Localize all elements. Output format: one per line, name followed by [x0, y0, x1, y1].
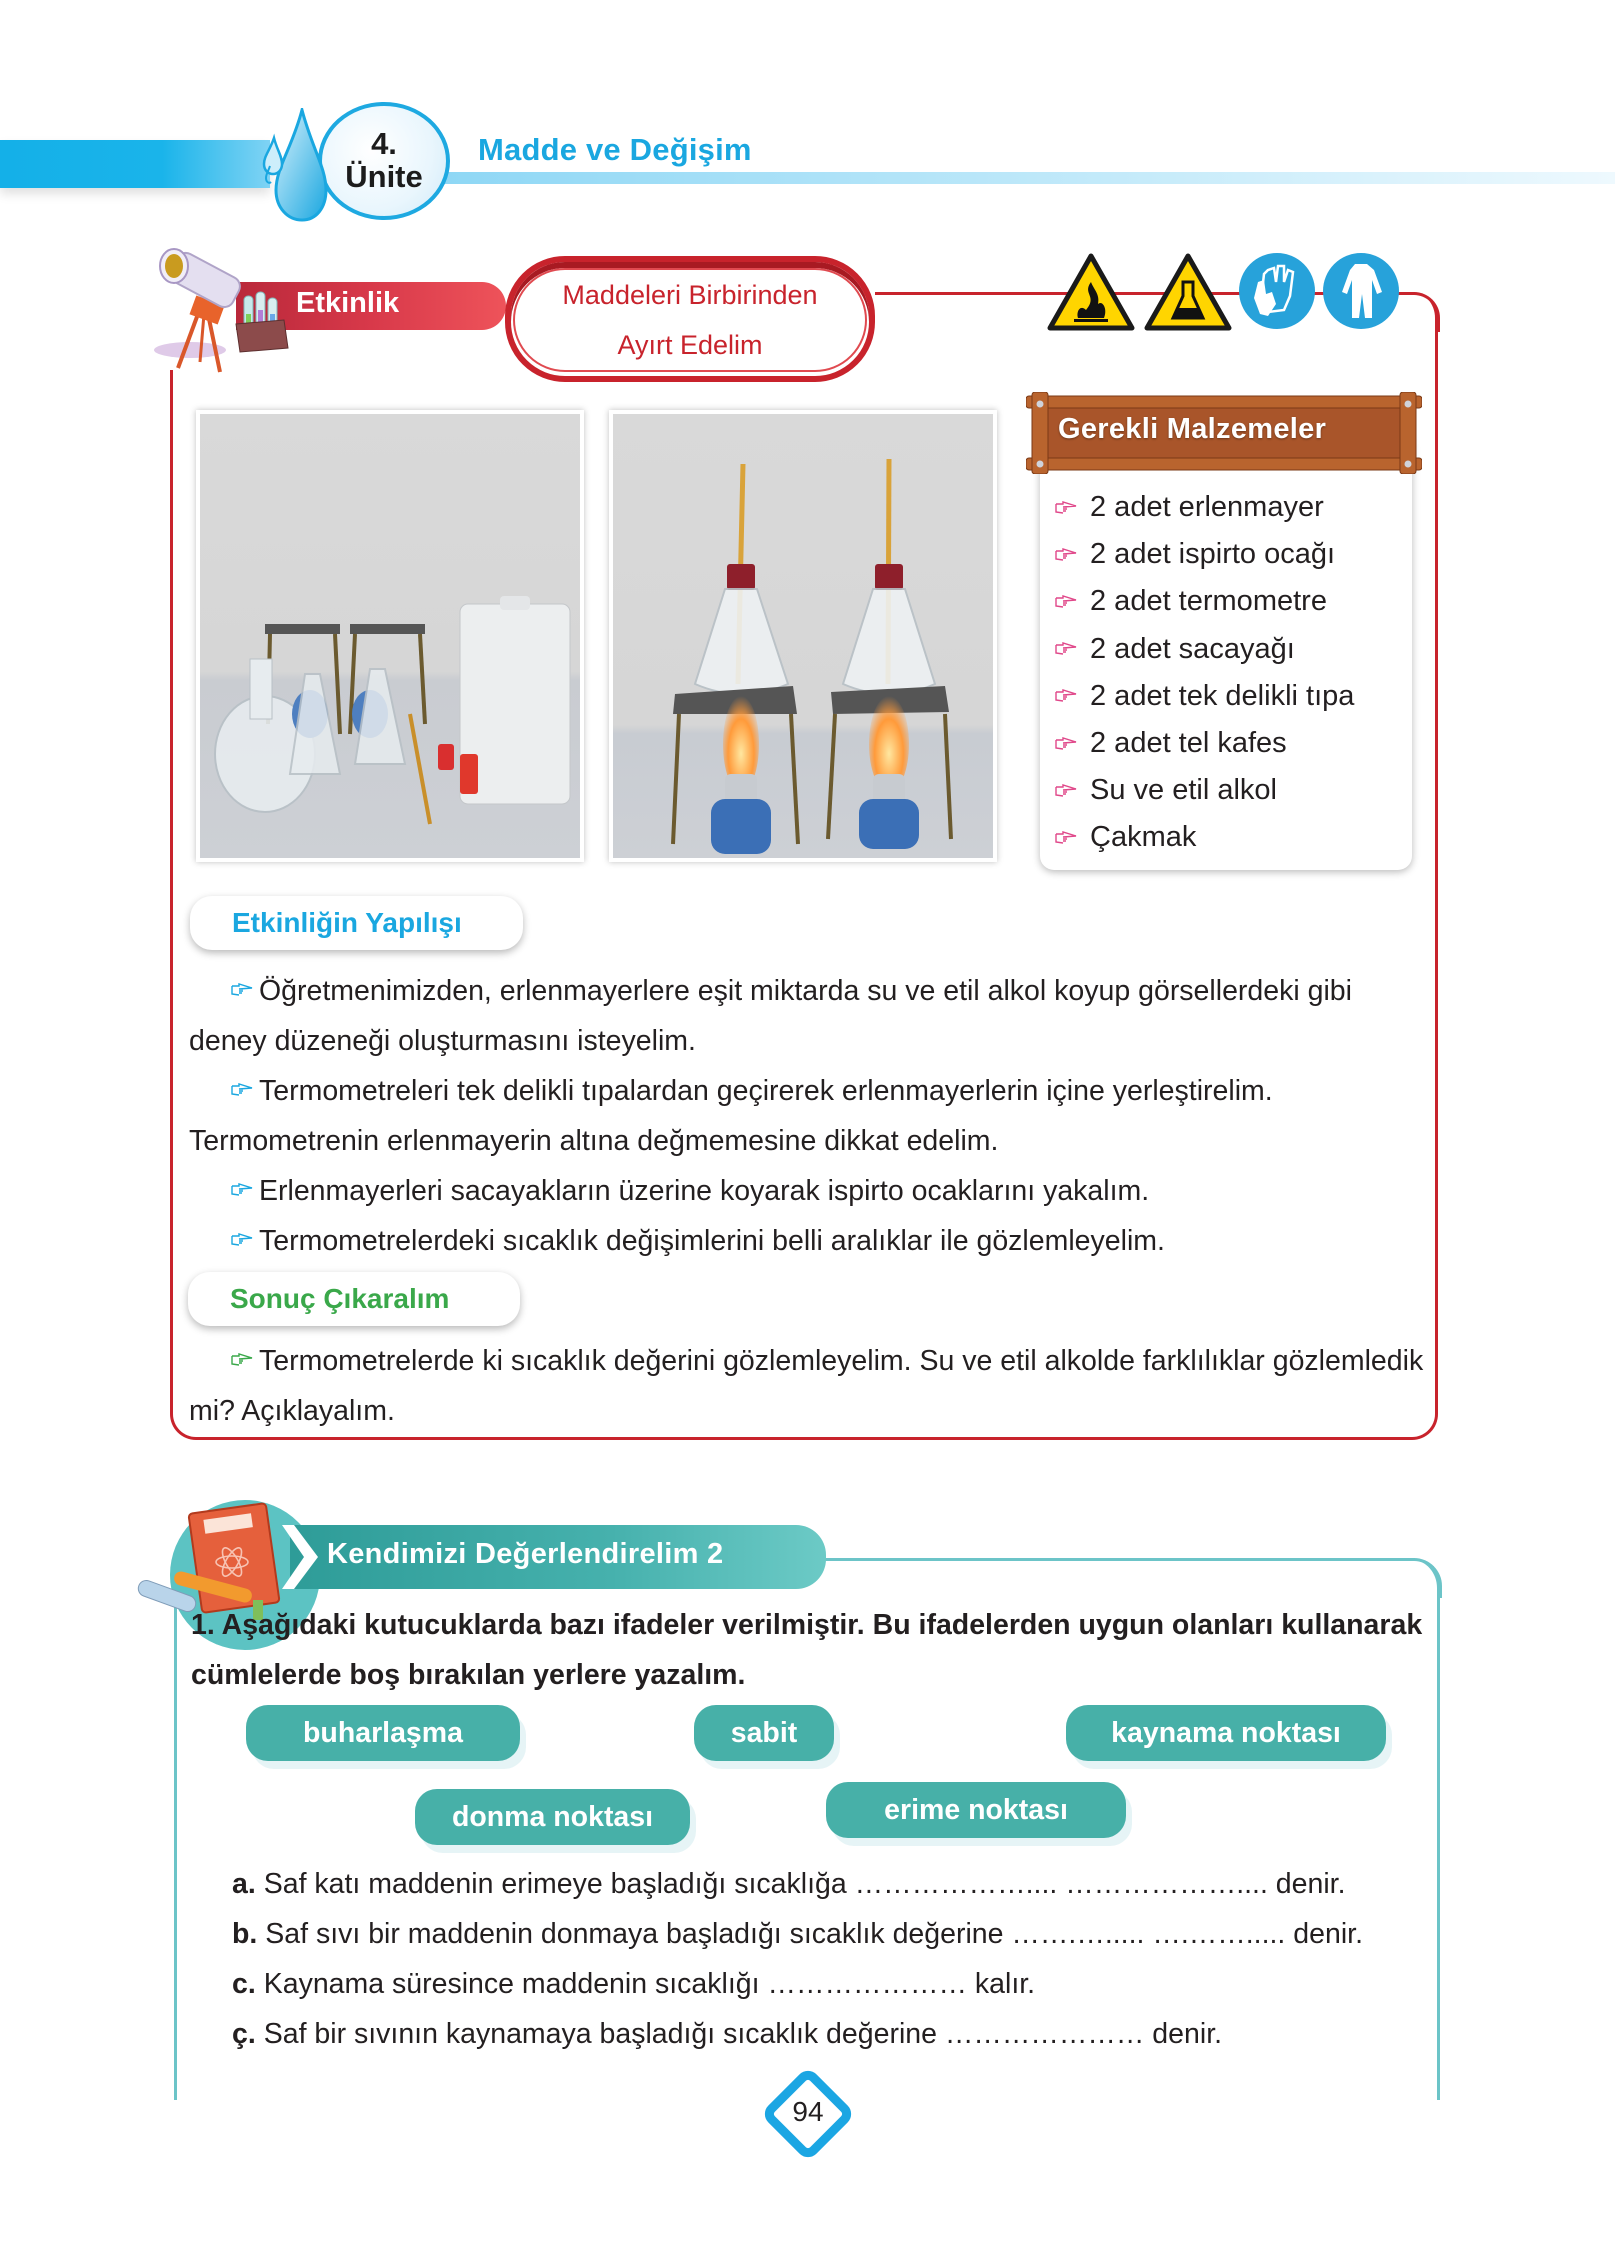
- page-number: 94: [792, 2096, 824, 2127]
- material-item: 2 adet sacayağı: [1055, 626, 1354, 673]
- pointing-hand-icon: [231, 983, 253, 997]
- procedure-step-1: Öğretmenimizden, erlenmayerlere eşit miktarda su ve etil alkol koyup görsellerdeki gibi deney düzeneği oluşturmasını isteyelim.: [189, 975, 1352, 1057]
- unit-label: Ünite: [345, 159, 423, 194]
- answer-chip[interactable]: kaynama noktası: [1066, 1705, 1386, 1761]
- fill-in-sentence-c[interactable]: c. Kaynama süresince maddenin sıcaklığı ………………… kalır.: [232, 1968, 1036, 2000]
- activity-title: [513, 268, 867, 372]
- procedure-step-3: Erlenmayerleri sacayakların üzerine koyarak ispirto ocaklarını yakalım.: [189, 1166, 1425, 1216]
- fill-in-sentence-cedilla[interactable]: ç. Saf bir sıvının kaynamaya başladığı sıcaklık değerine ………………… denir.: [232, 2018, 1223, 2050]
- unit-badge: [318, 102, 450, 220]
- pointing-hand-icon: [1055, 501, 1077, 515]
- pointing-hand-icon: [1055, 689, 1077, 703]
- material-item: 2 adet tel kafes: [1055, 720, 1354, 767]
- material-item: Çakmak: [1055, 814, 1354, 861]
- assessment-frame-corner: [1410, 1558, 1442, 1598]
- unit-number: 4.: [371, 126, 397, 161]
- material-item: 2 adet erlenmayer: [1055, 484, 1354, 531]
- material-item: 2 adet tek delikli tıpa: [1055, 673, 1354, 720]
- pointing-hand-icon: [1055, 784, 1077, 798]
- answer-chip[interactable]: buharlaşma: [246, 1705, 520, 1761]
- pointing-hand-icon: [1055, 548, 1077, 562]
- pointing-hand-icon: [231, 1083, 253, 1097]
- flammable-warning-icon: [1046, 252, 1136, 332]
- materials-list: [1055, 484, 1354, 862]
- conclusion-heading: Sonuç Çıkaralım: [188, 1272, 520, 1326]
- test-tubes-icon: [228, 290, 298, 356]
- materials-photo: [196, 410, 584, 862]
- water-drop-icon: [262, 108, 328, 222]
- conclusion-text: Termometrelerde ki sıcaklık değerini gözlemleyelim. Su ve etil alkolde farklılıklar gözlemledik mi? Açıklayalım.: [189, 1345, 1424, 1427]
- activity-tab-label: Etkinlik: [296, 287, 400, 319]
- procedure-heading: Etkinliğin Yapılışı: [190, 896, 523, 950]
- assessment-title: Kendimizi Değerlendirelim 2: [327, 1538, 724, 1570]
- pointing-hand-icon: [1055, 831, 1077, 845]
- procedure-step-4: Termometrelerdeki sıcaklık değişimlerini belli aralıklar ile gözlemleyelim.: [189, 1216, 1425, 1266]
- unit-header-line: [440, 172, 1615, 184]
- answer-chip[interactable]: sabit: [694, 1705, 834, 1761]
- lab-coat-required-icon: [1322, 252, 1400, 330]
- pointing-hand-icon: [1055, 737, 1077, 751]
- pointing-hand-icon: [231, 1233, 253, 1247]
- activity-frame-corner: [1400, 292, 1440, 332]
- fill-in-sentence-a[interactable]: a. Saf katı maddenin erimeye başladığı sıcaklığa ……………….... ……………….... denir.: [232, 1868, 1346, 1900]
- procedure-step-2: Termometreleri tek delikli tıpalardan geçirerek erlenmayerlerin içine yerleştirelim. Termometrenin erlenmayerin altına değmemesine dikkat edelim.: [189, 1075, 1273, 1157]
- unit-header-band: [0, 140, 270, 188]
- materials-title: Gerekli Malzemeler: [1058, 413, 1327, 445]
- question-1: 1. Aşağıdaki kutucuklarda bazı ifadeler verilmiştir. Bu ifadelerden uygun olanları kullanarak cümlelerde boş bırakılan yerlere yazalım.: [191, 1609, 1423, 1691]
- answer-chip[interactable]: erime noktası: [826, 1782, 1126, 1838]
- pointing-hand-icon: [231, 1183, 253, 1197]
- setup-photo: [609, 410, 997, 862]
- unit-title: Madde ve Değişim: [478, 132, 752, 167]
- chemical-warning-icon: [1143, 252, 1233, 332]
- material-item: 2 adet ispirto ocağı: [1055, 531, 1354, 578]
- assessment-frame-top: [825, 1558, 1415, 1561]
- pointing-hand-icon: [1055, 642, 1077, 656]
- answer-chip[interactable]: donma noktası: [415, 1789, 690, 1845]
- pointing-hand-icon: [231, 1353, 253, 1367]
- activity-title-line2: Ayırt Edelim: [617, 330, 763, 360]
- material-item: Su ve etil alkol: [1055, 767, 1354, 814]
- activity-title-line1: Maddeleri Birbirinden: [562, 280, 818, 310]
- fill-in-sentence-b[interactable]: b. Saf sıvı bir maddenin donmaya başladığı sıcaklık değerine …….…..... ….……..... denir.: [232, 1918, 1363, 1950]
- material-item: 2 adet termometre: [1055, 578, 1354, 625]
- pointing-hand-icon: [1055, 595, 1077, 609]
- gloves-required-icon: [1238, 252, 1316, 330]
- page-number-badge: [758, 2064, 858, 2164]
